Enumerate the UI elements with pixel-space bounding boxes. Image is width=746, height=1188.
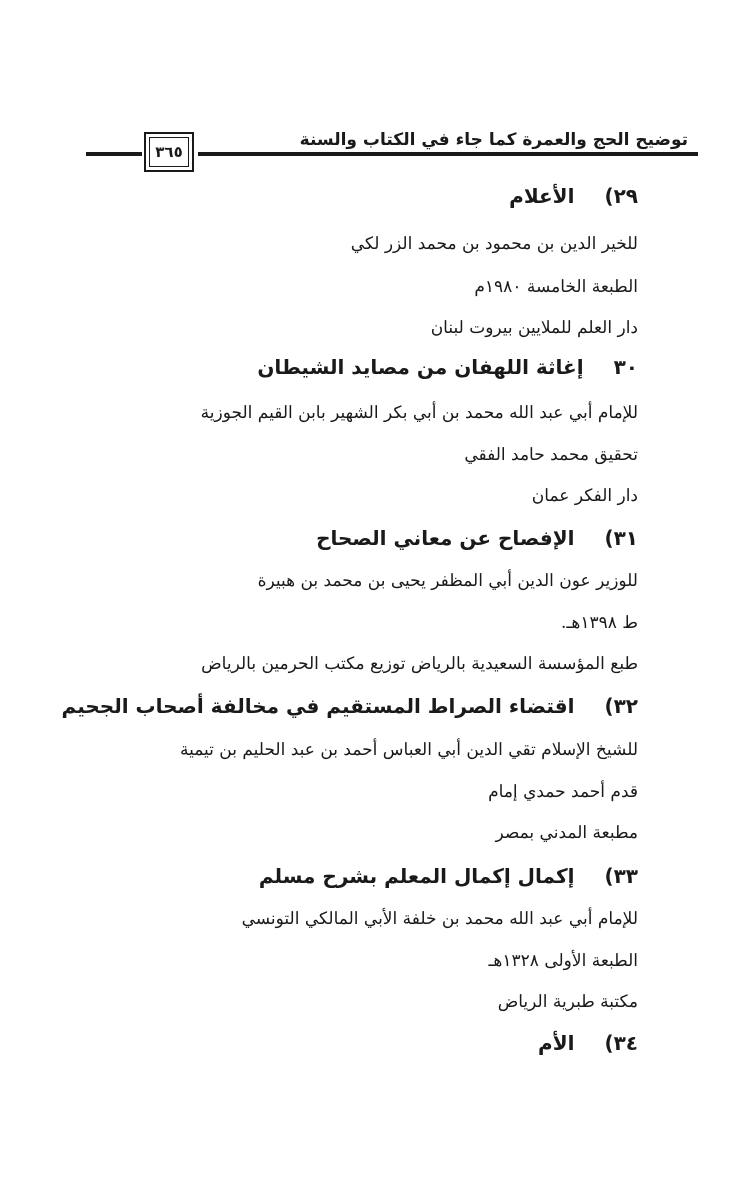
entry-line: قدم أحمد حمدي إمام (488, 782, 638, 802)
entry-heading (259, 864, 638, 888)
entry-number: ٣١) (604, 526, 638, 550)
entry-line: تحقيق محمد حامد الفقي (464, 445, 638, 465)
entry-heading (509, 184, 638, 208)
entry-line: للخير الدين بن محمود بن محمد الزر لكي (350, 234, 638, 254)
entry-line: للوزير عون الدين أبي المظفر يحيى بن محمد بن هبيرة (257, 571, 638, 591)
entry-number: ٢٩) (604, 184, 638, 208)
entry-line: طبع المؤسسة السعيدية بالرياض توزيع مكتب الحرمين بالرياض (201, 654, 638, 674)
entry-heading (316, 526, 638, 550)
entry-line: دار العلم للملايين بيروت لبنان (430, 318, 638, 338)
running-header (86, 116, 698, 174)
entry-heading (538, 1031, 638, 1055)
page-number-box (144, 132, 194, 172)
entry-line: مطبعة المدني بمصر (495, 823, 638, 843)
entry-heading (62, 694, 638, 718)
entry-title: اقتضاء الصراط المستقيم في مخالفة أصحاب الجحيم (61, 694, 575, 718)
page-number: ٣٦٥ (149, 137, 189, 167)
entry-line: للشيخ الإسلام تقي الدين أبي العباس أحمد بن عبد الحليم بن تيمية (179, 740, 638, 760)
entry-number: ٣٠ (613, 355, 638, 379)
entry-number: ٣٣) (604, 864, 638, 888)
book-title: توضيح الحج والعمرة كما جاء في الكتاب والسنة (299, 130, 688, 150)
entry-line: ط ١٣٩٨هـ. (560, 613, 638, 633)
entry-line: للإمام أبي عبد الله محمد بن خلفة الأبي المالكي التونسي (241, 909, 638, 929)
entry-line: مكتبة طبرية الرياض (497, 992, 638, 1012)
entry-heading (257, 355, 638, 379)
entry-line: للإمام أبي عبد الله محمد بن أبي بكر الشهير بابن القيم الجوزية (200, 403, 638, 423)
entry-title: الأعلام (509, 184, 575, 208)
entry-title: الإفصاح عن معاني الصحاح (316, 526, 575, 550)
entry-title: إكمال إكمال المعلم بشرح مسلم (258, 864, 575, 888)
entry-line: الطبعة الخامسة ١٩٨٠م (474, 277, 638, 297)
header-rule-right (198, 152, 698, 156)
header-rule-left (86, 152, 142, 156)
entry-line: دار الفكر عمان (531, 486, 638, 506)
entry-title: إغاثة اللهفان من مصايد الشيطان (257, 355, 584, 379)
entry-number: ٣٢) (604, 694, 638, 718)
entry-number: ٣٤) (604, 1031, 638, 1055)
entry-title: الأم (538, 1031, 575, 1055)
entry-line: الطبعة الأولى ١٣٢٨هـ (488, 951, 638, 971)
